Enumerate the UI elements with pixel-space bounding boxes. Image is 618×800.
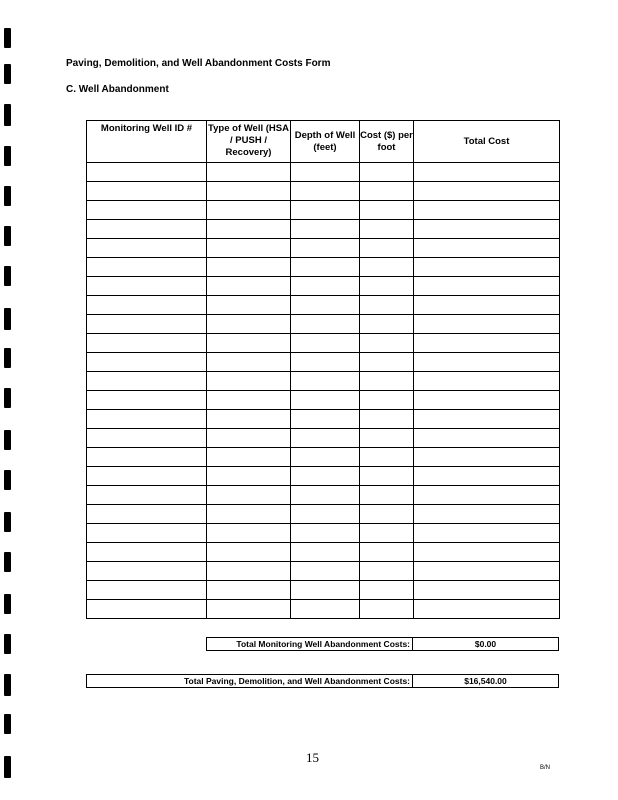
depth-cell[interactable] xyxy=(291,201,360,220)
table-row xyxy=(87,467,560,486)
depth-cell[interactable] xyxy=(291,220,360,239)
well-type-cell[interactable] xyxy=(207,505,291,524)
depth-cell[interactable] xyxy=(291,182,360,201)
well-type-cell[interactable] xyxy=(207,239,291,258)
total-cost-cell[interactable] xyxy=(414,429,560,448)
depth-cell[interactable] xyxy=(291,277,360,296)
well-type-cell[interactable] xyxy=(207,543,291,562)
well-id-cell[interactable] xyxy=(87,391,207,410)
well-id-cell[interactable] xyxy=(87,543,207,562)
well-type-cell[interactable] xyxy=(207,562,291,581)
well-type-cell[interactable] xyxy=(207,277,291,296)
well-id-cell[interactable] xyxy=(87,239,207,258)
table-row xyxy=(87,448,560,467)
form-title: Paving, Demolition, and Well Abandonment Costs Form xyxy=(66,58,331,69)
column-header-depth: Depth of Well (feet) xyxy=(291,121,360,163)
well-id-cell[interactable] xyxy=(87,353,207,372)
cost-per-foot-cell[interactable] xyxy=(360,562,414,581)
column-header-well-id: Monitoring Well ID # xyxy=(87,121,207,163)
table-row xyxy=(87,372,560,391)
well-type-cell[interactable] xyxy=(207,467,291,486)
table-row xyxy=(87,296,560,315)
well-type-cell[interactable] xyxy=(207,353,291,372)
well-id-cell[interactable] xyxy=(87,448,207,467)
depth-cell[interactable] xyxy=(291,296,360,315)
well-type-cell[interactable] xyxy=(207,163,291,182)
well-id-cell[interactable] xyxy=(87,220,207,239)
cost-per-foot-cell[interactable] xyxy=(360,581,414,600)
table-row xyxy=(87,543,560,562)
depth-cell[interactable] xyxy=(291,163,360,182)
table-body xyxy=(87,163,560,619)
cost-per-foot-cell[interactable] xyxy=(360,201,414,220)
table-row xyxy=(87,258,560,277)
depth-cell[interactable] xyxy=(291,391,360,410)
well-id-cell[interactable] xyxy=(87,258,207,277)
well-id-cell[interactable] xyxy=(87,505,207,524)
total-cost-cell[interactable] xyxy=(414,391,560,410)
well-type-cell[interactable] xyxy=(207,258,291,277)
well-abandonment-table xyxy=(86,120,560,619)
column-header-cost-per-foot: Cost ($) per foot xyxy=(360,121,414,163)
total-cost-cell[interactable] xyxy=(414,315,560,334)
cost-per-foot-cell[interactable] xyxy=(360,296,414,315)
total-cost-cell[interactable] xyxy=(414,448,560,467)
total-cost-cell[interactable] xyxy=(414,505,560,524)
well-type-cell[interactable] xyxy=(207,391,291,410)
depth-cell[interactable] xyxy=(291,600,360,619)
total-cost-cell[interactable] xyxy=(414,600,560,619)
cost-per-foot-cell[interactable] xyxy=(360,429,414,448)
table-header-row xyxy=(87,121,560,163)
depth-cell[interactable] xyxy=(291,410,360,429)
well-id-cell[interactable] xyxy=(87,581,207,600)
table-row xyxy=(87,220,560,239)
table-row xyxy=(87,239,560,258)
table-row xyxy=(87,600,560,619)
table-row xyxy=(87,410,560,429)
well-type-cell[interactable] xyxy=(207,220,291,239)
total-cost-cell[interactable] xyxy=(414,372,560,391)
total-cost-cell[interactable] xyxy=(414,182,560,201)
well-id-cell[interactable] xyxy=(87,296,207,315)
table-row xyxy=(87,486,560,505)
depth-cell[interactable] xyxy=(291,505,360,524)
well-id-cell[interactable] xyxy=(87,524,207,543)
grand-total-value[interactable]: $16,540.00 xyxy=(413,674,559,688)
table-row xyxy=(87,524,560,543)
monitoring-total-value[interactable]: $0.00 xyxy=(413,637,559,651)
cost-per-foot-cell[interactable] xyxy=(360,486,414,505)
well-id-cell[interactable] xyxy=(87,410,207,429)
well-id-cell[interactable] xyxy=(87,277,207,296)
total-cost-cell[interactable] xyxy=(414,562,560,581)
table-row xyxy=(87,562,560,581)
cost-per-foot-cell[interactable] xyxy=(360,524,414,543)
well-type-cell[interactable] xyxy=(207,429,291,448)
well-id-cell[interactable] xyxy=(87,467,207,486)
cost-per-foot-cell[interactable] xyxy=(360,467,414,486)
well-type-cell[interactable] xyxy=(207,315,291,334)
well-id-cell[interactable] xyxy=(87,163,207,182)
cost-per-foot-cell[interactable] xyxy=(360,353,414,372)
total-cost-cell[interactable] xyxy=(414,239,560,258)
total-cost-cell[interactable] xyxy=(414,220,560,239)
column-header-total-cost: Total Cost xyxy=(414,121,560,163)
corner-mark: B/N xyxy=(540,765,551,771)
well-type-cell[interactable] xyxy=(207,448,291,467)
section-title: C. Well Abandonment xyxy=(66,84,169,95)
well-type-cell[interactable] xyxy=(207,600,291,619)
total-cost-cell[interactable] xyxy=(414,296,560,315)
total-cost-cell[interactable] xyxy=(414,201,560,220)
depth-cell[interactable] xyxy=(291,429,360,448)
cost-per-foot-cell[interactable] xyxy=(360,410,414,429)
monitoring-total-label: Total Monitoring Well Abandonment Costs: xyxy=(206,637,413,651)
table-row xyxy=(87,353,560,372)
well-type-cell[interactable] xyxy=(207,581,291,600)
table-row xyxy=(87,429,560,448)
grand-total-label: Total Paving, Demolition, and Well Abandonment Costs: xyxy=(86,674,413,688)
table-row xyxy=(87,581,560,600)
table-row xyxy=(87,391,560,410)
cost-per-foot-cell[interactable] xyxy=(360,334,414,353)
well-id-cell[interactable] xyxy=(87,334,207,353)
well-id-cell[interactable] xyxy=(87,562,207,581)
depth-cell[interactable] xyxy=(291,315,360,334)
well-id-cell[interactable] xyxy=(87,372,207,391)
depth-cell[interactable] xyxy=(291,562,360,581)
table-row xyxy=(87,315,560,334)
page-number: 15 xyxy=(306,750,319,765)
total-cost-cell[interactable] xyxy=(414,467,560,486)
table-row xyxy=(87,163,560,182)
well-id-cell[interactable] xyxy=(87,182,207,201)
total-cost-cell[interactable] xyxy=(414,258,560,277)
cost-per-foot-cell[interactable] xyxy=(360,600,414,619)
depth-cell[interactable] xyxy=(291,543,360,562)
depth-cell[interactable] xyxy=(291,353,360,372)
monitoring-total-row xyxy=(206,637,559,651)
cost-per-foot-cell[interactable] xyxy=(360,391,414,410)
depth-cell[interactable] xyxy=(291,448,360,467)
well-id-cell[interactable] xyxy=(87,315,207,334)
depth-cell[interactable] xyxy=(291,486,360,505)
cost-per-foot-cell[interactable] xyxy=(360,220,414,239)
cost-per-foot-cell[interactable] xyxy=(360,258,414,277)
table-row xyxy=(87,505,560,524)
total-cost-cell[interactable] xyxy=(414,277,560,296)
cost-per-foot-cell[interactable] xyxy=(360,543,414,562)
column-header-well-type: Type of Well (HSA / PUSH / Recovery) xyxy=(207,121,291,163)
total-cost-cell[interactable] xyxy=(414,353,560,372)
well-type-cell[interactable] xyxy=(207,296,291,315)
depth-cell[interactable] xyxy=(291,334,360,353)
depth-cell[interactable] xyxy=(291,239,360,258)
well-type-cell[interactable] xyxy=(207,372,291,391)
depth-cell[interactable] xyxy=(291,258,360,277)
well-type-cell[interactable] xyxy=(207,334,291,353)
cost-per-foot-cell[interactable] xyxy=(360,163,414,182)
well-id-cell[interactable] xyxy=(87,429,207,448)
total-cost-cell[interactable] xyxy=(414,524,560,543)
well-id-cell[interactable] xyxy=(87,201,207,220)
table-row xyxy=(87,182,560,201)
total-cost-cell[interactable] xyxy=(414,410,560,429)
depth-cell[interactable] xyxy=(291,372,360,391)
well-type-cell[interactable] xyxy=(207,524,291,543)
total-cost-cell[interactable] xyxy=(414,486,560,505)
well-id-cell[interactable] xyxy=(87,486,207,505)
cost-per-foot-cell[interactable] xyxy=(360,277,414,296)
cost-per-foot-cell[interactable] xyxy=(360,505,414,524)
total-cost-cell[interactable] xyxy=(414,334,560,353)
table-row xyxy=(87,201,560,220)
total-cost-cell[interactable] xyxy=(414,581,560,600)
well-type-cell[interactable] xyxy=(207,410,291,429)
well-type-cell[interactable] xyxy=(207,182,291,201)
well-type-cell[interactable] xyxy=(207,486,291,505)
depth-cell[interactable] xyxy=(291,581,360,600)
cost-per-foot-cell[interactable] xyxy=(360,239,414,258)
total-cost-cell[interactable] xyxy=(414,163,560,182)
well-id-cell[interactable] xyxy=(87,600,207,619)
depth-cell[interactable] xyxy=(291,524,360,543)
cost-per-foot-cell[interactable] xyxy=(360,182,414,201)
table-row xyxy=(87,334,560,353)
well-type-cell[interactable] xyxy=(207,201,291,220)
cost-per-foot-cell[interactable] xyxy=(360,448,414,467)
table-row xyxy=(87,277,560,296)
cost-per-foot-cell[interactable] xyxy=(360,372,414,391)
grand-total-row xyxy=(86,674,559,688)
cost-per-foot-cell[interactable] xyxy=(360,315,414,334)
total-cost-cell[interactable] xyxy=(414,543,560,562)
depth-cell[interactable] xyxy=(291,467,360,486)
